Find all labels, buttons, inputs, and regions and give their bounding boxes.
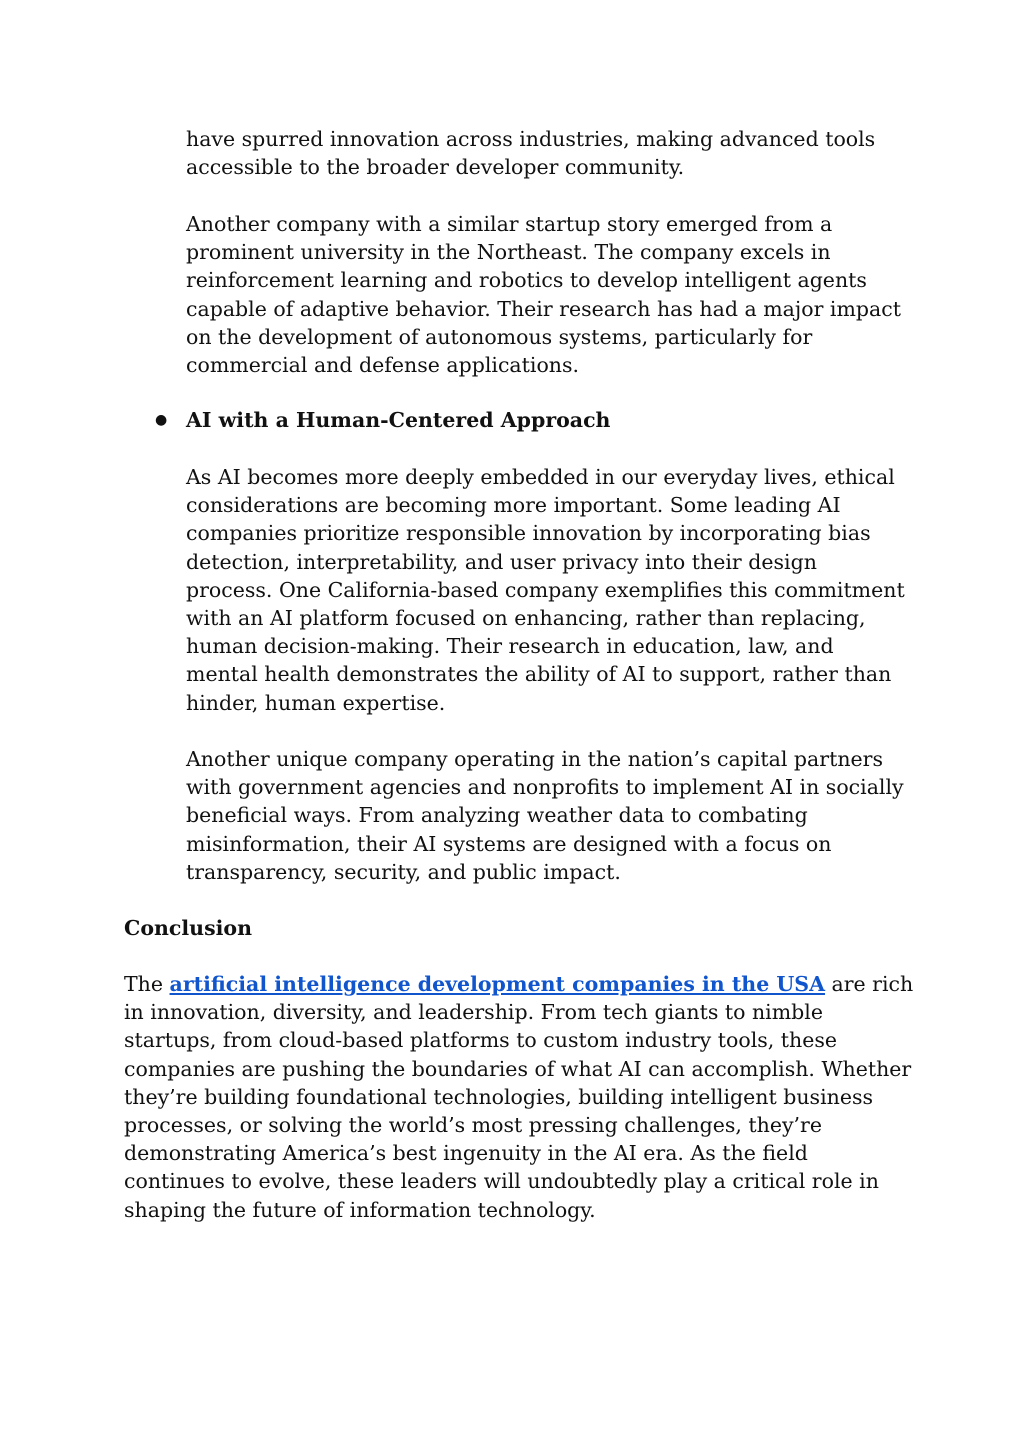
paragraph-innovation-tools: have spurred innovation across industries, making advanced tools accessible to the broader developer community. — [186, 127, 876, 180]
paragraph-northeast-company: Another company with a similar startup story emerged from a prominent university in the Northeast. The company excels in reinforcement learning and robotics to develop intelligent agents capable of adaptive behavior. Their research has had a major impact on the development of autonomous systems, particularly for commercial and defense applications. — [186, 212, 901, 378]
conclusion-heading: Conclusion — [124, 916, 252, 940]
conclusion-prefix-text: The — [124, 972, 170, 996]
paragraph-nations-capital-company: Another unique company operating in the nation’s capital partners with government agencies and nonprofits to implement AI in socially beneficial ways. From analyzing weather data to combating misinformation, their AI systems are designed with a focus on transparency, security, and public impact. — [186, 747, 904, 884]
bullet-heading-human-centered: AI with a Human-Centered Approach — [186, 408, 611, 432]
bullet-icon: ● — [155, 412, 168, 428]
ai-companies-usa-link[interactable]: artificial intelligence development companies in the USA — [169, 972, 825, 996]
conclusion-paragraph — [124, 970, 914, 1224]
conclusion-body-text: are rich in innovation, diversity, and leadership. From tech giants to nimble startups, from cloud-based platforms to custom industry tools, these companies are pushing the boundaries of what AI can accomplish. Whether they’re building foundational technologies, building intelligent business processes, or solving the world’s most pressing challenges, they’re demonstrating America’s best ingenuity in the AI era. As the field continues to evolve, these leaders will undoubtedly play a critical role in shaping the future of information technology. — [124, 972, 914, 1222]
paragraph-ethical-considerations: As AI becomes more deeply embedded in our everyday lives, ethical considerations are becoming more important. Some leading AI companies prioritize responsible innovation by incorporating bias detection, interpretability, and user privacy into their design process. One California-based company exemplifies this commitment with an AI platform focused on enhancing, rather than replacing, human decision-making. Their research in education, law, and mental health demonstrates the ability of AI to support, rather than hinder, human expertise. — [186, 465, 905, 715]
